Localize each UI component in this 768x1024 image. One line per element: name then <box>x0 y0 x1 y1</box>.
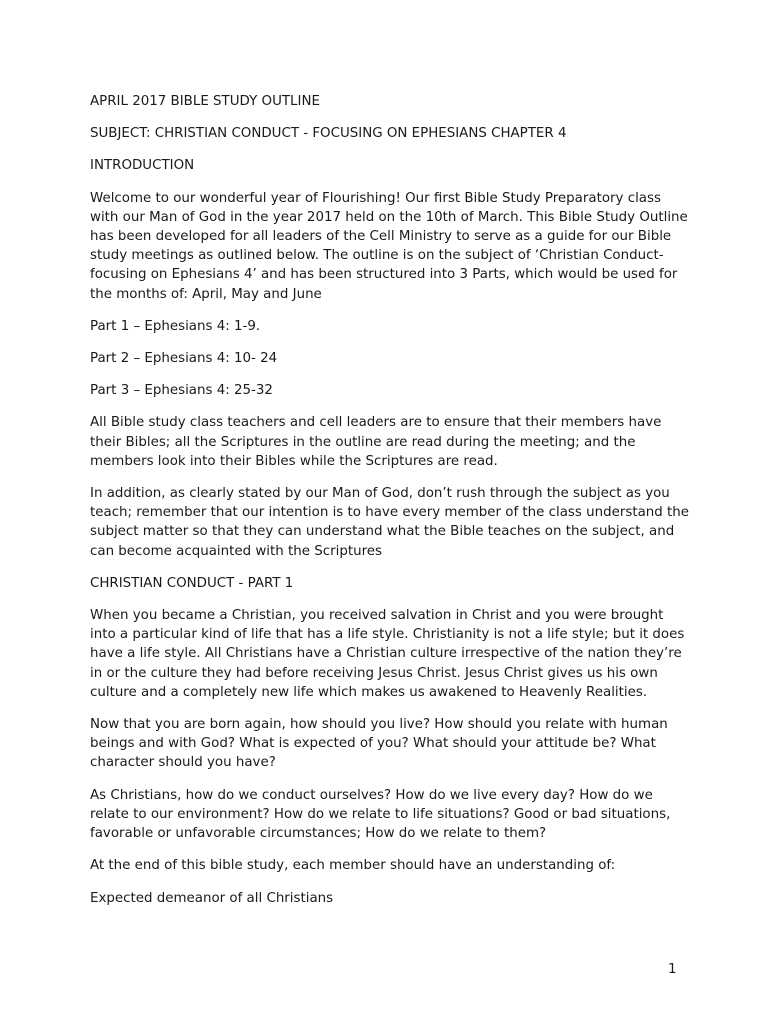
teachers-paragraph: All Bible study class teachers and cell leaders are to ensure that their members have their Bibles; all the Scriptures in the outline are read during the meeting; and the members look into their Bibles while the Scriptures are read. <box>90 415 662 469</box>
part1-heading: CHRISTIAN CONDUCT - PART 1 <box>90 575 294 591</box>
introduction-paragraph: Welcome to our wonderful year of Flourishing! Our first Bible Study Preparatory class with our Man of God in the year 2017 held on the 10th of March. This Bible Study Outline has been developed for all leaders of the Cell Ministry to serve as a guide for our Bible study meetings as outlined below. The outline is on the subject of ‘Christian Conduct- focusing on Ephesians 4’ and has been structured into 3 Parts, which would be used for the months of: April, May and June <box>90 190 688 302</box>
addition-paragraph: In addition, as clearly stated by our Man of God, don’t rush through the subject as you teach; remember that our intention is to have every member of the class understand the subject matter so that they can understand what the Bible teaches on the subject, and can become acquainted with the Scriptures <box>90 486 690 559</box>
part-line-2: Part 2 – Ephesians 4: 10- 24 <box>90 351 278 367</box>
part1-paragraph-3: As Christians, how do we conduct ourselves? How do we live every day? How do we relate to our environment? How do we relate to life situations? Good or bad situations, favorable or unfavorable circumstances; How do we relate to them? <box>90 787 671 842</box>
introduction-heading: INTRODUCTION <box>90 158 195 174</box>
document-subject: SUBJECT: CHRISTIAN CONDUCT - FOCUSING ON EPHESIANS CHAPTER 4 <box>90 126 567 142</box>
part-line-1: Part 1 – Ephesians 4: 1-9. <box>90 318 261 334</box>
page-number: 1 <box>668 962 677 977</box>
part1-paragraph-4: At the end of this bible study, each member should have an understanding of: <box>90 858 616 874</box>
part1-paragraph-2: Now that you are born again, how should you live? How should you relate with human beings and with God? What is expected of you? What should your attitude be? What character should you have? <box>90 717 668 771</box>
part1-paragraph-5: Expected demeanor of all Christians <box>90 890 334 906</box>
document-body <box>90 92 690 921</box>
document-title: APRIL 2017 BIBLE STUDY OUTLINE <box>90 94 320 109</box>
part-line-3: Part 3 – Ephesians 4: 25-32 <box>90 383 273 399</box>
part1-paragraph-1: When you became a Christian, you received salvation in Christ and you were brought into a particular kind of life that has a life style. Christianity is not a life style; but it does have a life style. All Christians have a Christian culture irrespective of the nation they’re in or the culture they had before receiving Jesus Christ. Jesus Christ gives us his own culture and a completely new life which makes us awakened to Heavenly Realities. <box>90 608 685 700</box>
